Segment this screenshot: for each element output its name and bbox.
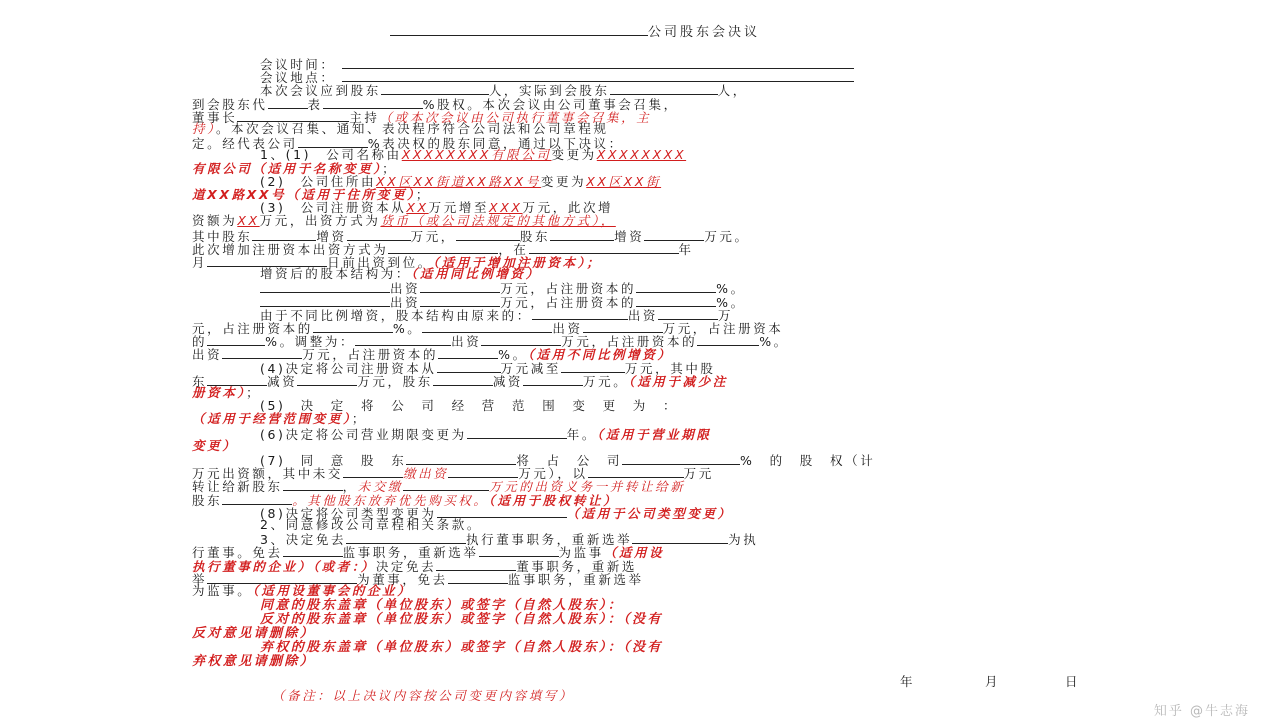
document-lower (192, 0, 1092, 720)
resolution-address-change: (2) 公司住所由XX区XX街道XX路XX号变更为XX区XX街 (260, 173, 662, 189)
resolution-operating-term: (6)决定将公司营业期限变更为 年。（适用于营业期限 (260, 426, 712, 442)
capital-decrease-line-2: 东 减资 万元，股东 减资 万元。（适用于减少注 (192, 373, 728, 389)
operating-term-line-2: 变更） (192, 437, 238, 453)
resolution-address-change-2: 道XX路XX号（适用于住所变更）； (192, 187, 432, 202)
resolution-capital-increase: (3) 公司注册资本从XX万元增至XXX万元，此次增 (260, 200, 614, 216)
equity-transfer-line-4: 股东 。其他股东放弃优先购买权。（适用于股权转让） (192, 492, 619, 508)
resolution-equity-transfer: (7) 同 意 股 东 将 占 公 司 % 的 股 权（计 (260, 453, 876, 468)
nonprop-increase-line-2: 元，占注册资本的 %。 出资 万元，占注册资本 (192, 321, 784, 336)
resolution-capital-decrease: (4)决定将公司注册资本从 万元减至 万元，其中股 (260, 360, 716, 376)
date-day: 日 (1065, 674, 1078, 689)
resolution-business-scope: (5) 决 定 将 公 司 经 营 范 围 变 更 为 ： (260, 398, 679, 414)
watermark: 知乎 @牛志海 (1153, 704, 1250, 719)
date-month: 月 (985, 674, 998, 689)
remark-note: （备注：以上决议内容按公司变更内容填写） (272, 688, 575, 703)
share-structure-row: 出资 万元，占注册资本的 %。 (260, 294, 746, 309)
resolution-name-change-2: 有限公司（适用于名称变更）； (192, 160, 398, 176)
capital-increase-line-5: 月 日前出资到位。（适用于增加注册资本）； (192, 255, 602, 270)
business-scope-line-2: （适用于经营范围变更）； (192, 411, 367, 427)
capital-increase-line-2: 资额为XX万元，出资方式为货币（或公司法规定的其他方式）， (192, 213, 616, 229)
share-structure-row: 出资 万元，占注册资本的 %。 (260, 280, 746, 295)
capital-increase-line-4: 此次增加注册资本出资方式为 ，在 年 (192, 241, 694, 257)
page-title: 公司股东会决议 (390, 21, 760, 40)
resolution-company-type: (8)决定将公司类型变更为 （适用于公司类型变更） (260, 505, 733, 521)
signature-abstain: 弃权的股东盖章（单位股东）或签字（自然人股东）：（没有 (260, 640, 663, 656)
capital-decrease-line-3: 册资本）； (192, 385, 262, 400)
meeting-time-line: 会议时间： (260, 56, 854, 71)
signature-agree: 同意的股东盖章（单位股东）或签字（自然人股东）： (260, 598, 624, 614)
signature-oppose-note: 反对意见请删除） (192, 626, 316, 642)
signature-oppose: 反对的股东盖章（单位股东）或签字（自然人股东）：（没有 (260, 612, 663, 628)
nonprop-increase-line-3: 的 %。调整为： 出资 万元，占注册资本的 %。 (192, 334, 789, 350)
attendance-line: 本次会议应到股东 人，实际到会股东 人， (260, 83, 748, 99)
meeting-place-line: 会议地点： (260, 69, 854, 84)
equity-transfer-line-3: 转让给新股东 ，未交缴 万元的出资义务一并转让给新 (192, 479, 686, 495)
share-structure-title: 增资后的股本结构为：（适用同比例增资） (260, 266, 541, 282)
director-change-line-2: 行董事。免去 监事职务，重新选举 为监事（适用设 (192, 545, 665, 561)
resolution-director-change: 3、决定免去 执行董事职务，重新选举 为执 (260, 532, 759, 548)
resolution-name-change: 1、(1) 公司名称由XXXXXXXX有限公司变更为XXXXXXXX (260, 147, 687, 163)
approval-line: 定。经代表公司 %表决权的股东同意，通过以下决议： (192, 136, 624, 152)
procedure-line: 持）。本次会议召集、通知、表决程序符合公司法和公司章程规 (192, 121, 609, 136)
resolution-articles: 2、同意修改公司章程相关条款。 (260, 517, 482, 532)
chair-line: 董事长 主持（或本次会议由公司执行董事会召集，主 (192, 109, 652, 125)
equity-transfer-line-2: 万元出资额，其中未交 缴出资 万元），以 万元 (192, 466, 714, 482)
nonprop-increase-line: 由于不同比例增资，股本结构由原来的： 出资 万 (260, 307, 734, 323)
nonprop-increase-line-4: 出资 万元，占注册资本的 %。（适用不同比例增资） (192, 347, 673, 363)
director-change-line-3: 执行董事的企业）（或者：）决定免去 董事职务，重新选 (192, 558, 638, 574)
capital-increase-line-3: 其中股东 增资 万元， 股东 增资 万元。 (192, 228, 750, 244)
date-year: 年 (900, 674, 913, 689)
director-change-line-4: 举 为董事，免去 监事职务，重新选举 (192, 571, 644, 587)
director-change-line-5: 为监事。（适用设董事会的企业） (192, 583, 413, 598)
attendance-line-2: 到会股东代 表 %股权。本次会议由公司董事会召集， (192, 96, 679, 112)
signature-abstain-note: 弃权意见请删除） (192, 654, 316, 670)
